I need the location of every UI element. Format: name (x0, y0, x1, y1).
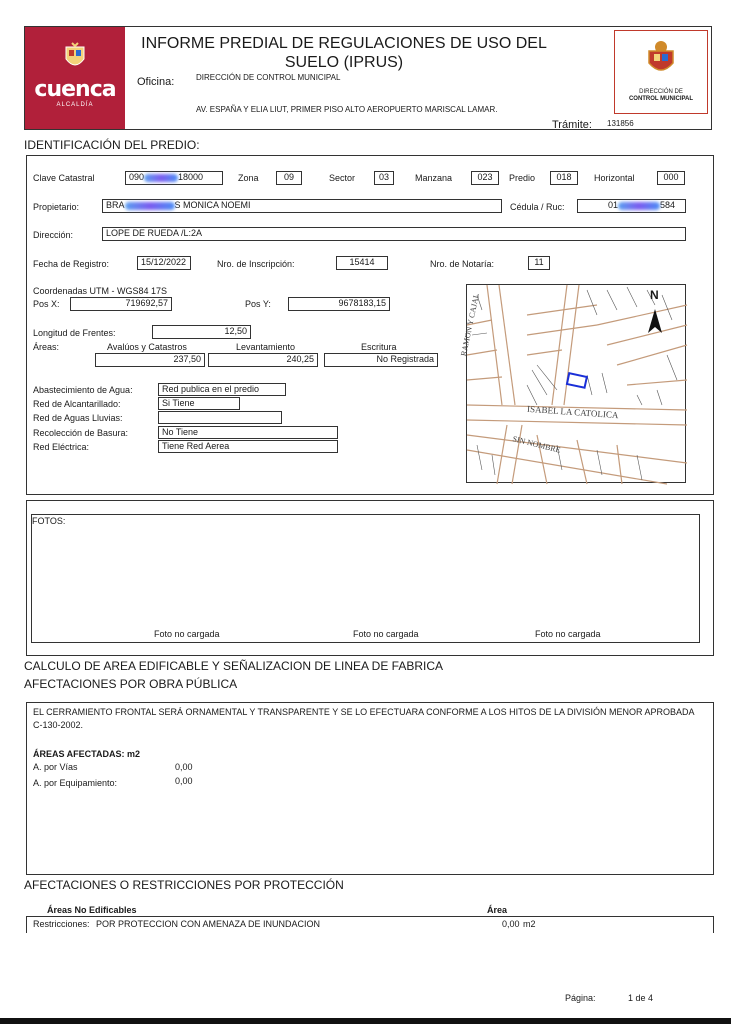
cuenca-logo (25, 27, 125, 129)
notaria-field: 11 (528, 256, 550, 270)
location-map (459, 284, 686, 483)
sector-label: Sector (329, 173, 356, 183)
zona-field: 09 (276, 171, 302, 185)
vias-value: 0,00 (175, 762, 193, 772)
avaluos-label: Avalúos y Catastros (107, 342, 187, 352)
tramite-label: Trámite: (552, 119, 592, 131)
north-label: N (650, 288, 659, 302)
clave-label: Clave Catastral (33, 173, 95, 183)
restricciones-unit: m2 (523, 919, 536, 929)
proteccion-table-top (26, 916, 714, 917)
area-header: Área (487, 905, 508, 915)
section-title-calculo: CALCULO DE AREA EDIFICABLE Y SEÑALIZACION DE LINEA DE FABRICA (24, 659, 444, 673)
areas-afectadas-title: ÁREAS AFECTADAS: m2 (33, 749, 141, 759)
foto-placeholder-1: Foto no cargada (154, 629, 220, 639)
bottom-bar (0, 1018, 731, 1024)
agua-field: Red publica en el predio (158, 383, 286, 396)
escritura-label: Escritura (361, 342, 397, 352)
clave-field: 090 18000 (125, 171, 223, 185)
fecha-field: 15/12/2022 (137, 256, 191, 270)
no-edificables-header: Áreas No Edificables (47, 905, 137, 915)
section-title-obra-publica: AFECTACIONES POR OBRA PÚBLICA (24, 677, 238, 691)
lluvias-label: Red de Aguas Lluvias: (33, 413, 123, 423)
avaluos-field: 237,50 (95, 353, 205, 367)
inscripcion-label: Nro. de Inscripción: (217, 259, 295, 269)
levantamiento-label: Levantamiento (236, 342, 296, 352)
horizontal-label: Horizontal (594, 173, 635, 183)
alcantarillado-label: Red de Alcantarillado: (33, 399, 121, 409)
fotos-label: FOTOS: (32, 516, 66, 526)
direccion-field: LOPE DE RUEDA /L:2A (102, 227, 686, 241)
notaria-label: Nro. de Notaría: (430, 259, 495, 269)
levantamiento-field: 240,25 (208, 353, 318, 367)
manzana-label: Manzana (415, 173, 453, 183)
seal-crest-icon (645, 39, 677, 77)
zona-label: Zona (238, 173, 259, 183)
pagina-value: 1 de 4 (628, 993, 654, 1003)
oficina-value: DIRECCIÓN DE CONTROL MUNICIPAL (196, 73, 341, 82)
map-canvas (467, 285, 687, 484)
posx-label: Pos X: (33, 299, 60, 309)
control-municipal-seal (614, 30, 708, 114)
predio-label: Predio (509, 173, 536, 183)
city-crest-icon (63, 43, 87, 71)
horizontal-field: 000 (657, 171, 685, 185)
sector-field: 03 (374, 171, 394, 185)
longitud-label: Longitud de Frentes: (33, 328, 116, 338)
alcantarillado-field: Si Tiene (158, 397, 240, 410)
foto-placeholder-3: Foto no cargada (535, 629, 601, 639)
posx-field: 719692,57 (70, 297, 172, 311)
seal-line-1: DIRECCIÓN DE (639, 89, 683, 95)
direccion-label: Dirección: (33, 230, 74, 240)
propietario-label: Propietario: (33, 202, 80, 212)
basura-field: No Tiene (158, 426, 338, 439)
restricciones-label: Restricciones: (33, 919, 90, 929)
escritura-field: No Registrada (324, 353, 438, 367)
longitud-field: 12,50 (152, 325, 251, 339)
propietario-field: BRA S MONICA NOEMI (102, 199, 502, 213)
lluvias-field (158, 411, 282, 424)
equipamiento-label: A. por Equipamiento: (33, 778, 118, 788)
fecha-label: Fecha de Registro: (33, 259, 110, 269)
areas-label: Áreas: (33, 342, 60, 352)
vias-label: A. por Vías (33, 762, 78, 772)
pagina-label: Página: (565, 993, 596, 1003)
office-address: AV. ESPAÑA Y ELIA LIUT, PRIMER PISO ALTO AEROPUERTO MARISCAL LAMAR. (196, 105, 498, 114)
posy-field: 9678183,15 (288, 297, 390, 311)
proteccion-table-right (713, 916, 714, 933)
foto-placeholder-2: Foto no cargada (353, 629, 419, 639)
restricciones-area: 0,00 (502, 919, 520, 929)
street-sin-nombre: SIN NOMBRE (511, 434, 562, 455)
oficina-label: Oficina: (137, 76, 175, 88)
street-ramon: RAMON Y CAJAL (459, 292, 482, 357)
logo-subtitle: ALCALDÍA (56, 102, 94, 108)
seal-line-2: CONTROL MUNICIPAL (628, 96, 694, 102)
cerramiento-note: EL CERRAMIENTO FRONTAL SERÁ ORNAMENTAL Y TRANSPARENTE Y SE LO EFECTUARA CONFORME A LOS HITOS DE LA DIVISIÓN MENOR APROBADA C-130-2002. (33, 707, 694, 730)
section-title-identificacion: IDENTIFICACIÓN DEL PREDIO: (24, 138, 200, 152)
fotos-inner-box (31, 514, 700, 643)
parcel-highlight (567, 373, 587, 388)
section-title-proteccion: AFECTACIONES O RESTRICCIONES POR PROTECCIÓN (24, 878, 344, 892)
inscripcion-field: 15414 (336, 256, 388, 270)
coords-label: Coordenadas UTM - WGS84 17S (33, 286, 168, 296)
tramite-value: 131856 (607, 119, 634, 128)
agua-label: Abastecimiento de Agua: (33, 385, 133, 395)
report-title: INFORME PREDIAL DE REGULACIONES DE USO DEL SUELO (IPRUS) (141, 35, 547, 71)
basura-label: Recolección de Basura: (33, 428, 129, 438)
restricciones-value: POR PROTECCION CON AMENAZA DE INUNDACION (96, 919, 321, 929)
cedula-label: Cédula / Ruc: (510, 202, 565, 212)
street-isabel: ISABEL LA CATOLICA (526, 403, 619, 421)
electrica-label: Red Eléctrica: (33, 442, 90, 452)
equipamiento-value: 0,00 (175, 776, 193, 786)
manzana-field: 023 (471, 171, 499, 185)
proteccion-table-left (26, 916, 27, 933)
posy-label: Pos Y: (245, 299, 271, 309)
predio-field: 018 (550, 171, 578, 185)
logo-wordmark: cuenca (34, 77, 116, 102)
electrica-field: Tiene Red Aerea (158, 440, 338, 453)
cedula-field: 01 584 (577, 199, 686, 213)
